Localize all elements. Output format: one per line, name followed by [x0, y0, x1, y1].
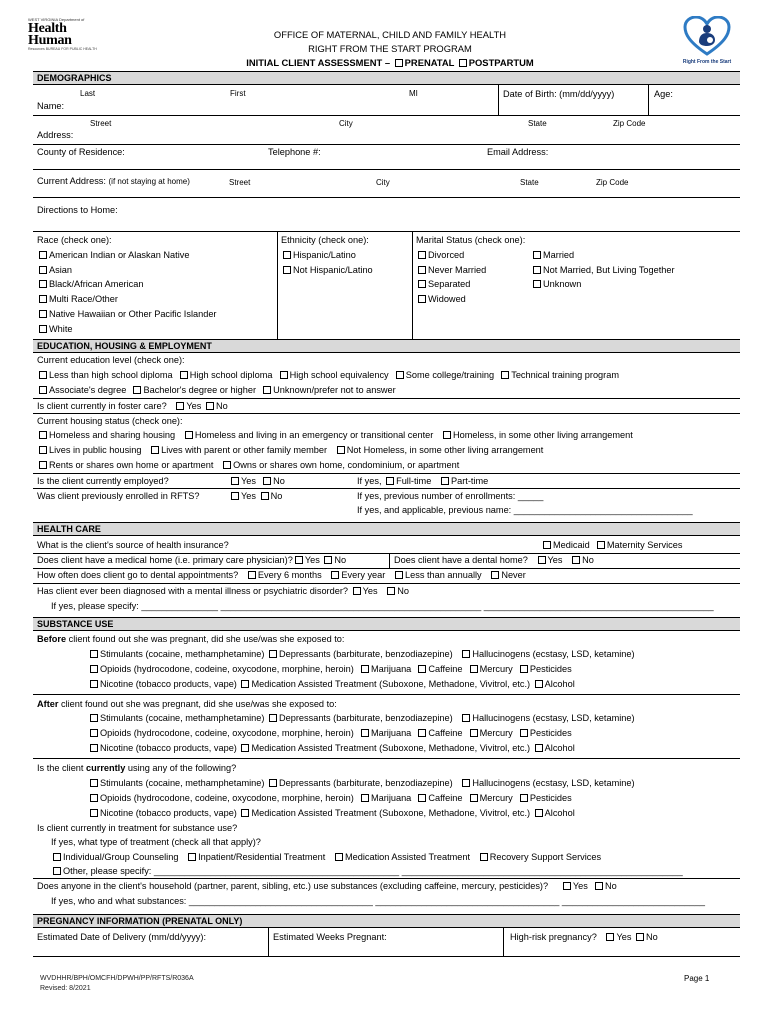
current-substance-checkbox[interactable]: [241, 809, 249, 817]
label-dob: Date of Birth: (mm/dd/yyyy): [503, 89, 615, 99]
label-employed: Is the client currently employed?: [37, 476, 169, 486]
section-demographics: DEMOGRAPHICS: [33, 71, 740, 85]
label-city: City: [339, 119, 353, 128]
part-time-checkbox[interactable]: [441, 477, 449, 485]
before-substance-checkbox[interactable]: [90, 665, 98, 673]
rfts-no-checkbox[interactable]: [261, 492, 269, 500]
label-email: Email Address:: [487, 147, 549, 157]
footer: [40, 974, 194, 994]
marital-checkbox[interactable]: [418, 251, 426, 259]
label-ethnicity: Ethnicity (check one):: [281, 235, 369, 245]
race-checkbox[interactable]: [39, 295, 47, 303]
rfts-yes-checkbox[interactable]: [231, 492, 239, 500]
before-substance-checkbox[interactable]: [241, 680, 249, 688]
race-checkbox[interactable]: [39, 325, 47, 333]
marital-checkbox[interactable]: [418, 295, 426, 303]
label-street: Street: [90, 119, 112, 128]
label-prev-enrollments: If yes, previous number of enrollments: _____: [357, 491, 544, 501]
title-line-2: RIGHT FROM THE START PROGRAM: [308, 43, 472, 54]
label-after: client found out she was pregnant, did she use/was she exposed to:: [58, 699, 337, 709]
section-education: EDUCATION, HOUSING & EMPLOYMENT: [33, 339, 740, 353]
label-medical-home: Does client have a medical home (i.e. primary care physician)?: [37, 555, 293, 565]
race-checkbox[interactable]: [39, 310, 47, 318]
label-state: State: [528, 119, 547, 128]
before-substance-checkbox[interactable]: [470, 665, 478, 673]
marital-checkbox[interactable]: [418, 266, 426, 274]
edu-checkbox[interactable]: [280, 371, 288, 379]
label-foster-care: Is client currently in foster care?: [37, 401, 167, 411]
race-checkbox[interactable]: [39, 280, 47, 288]
edu-checkbox[interactable]: [133, 386, 141, 394]
marital-checkbox[interactable]: [533, 280, 541, 288]
label-county: County of Residence:: [37, 147, 125, 157]
label-directions: Directions to Home:: [37, 205, 118, 215]
edu-checkbox[interactable]: [396, 371, 404, 379]
treatment-checkbox[interactable]: [188, 853, 196, 861]
label-last: Last: [80, 89, 96, 98]
full-time-checkbox[interactable]: [386, 477, 394, 485]
employed-yes-checkbox[interactable]: [231, 477, 239, 485]
edu-checkbox[interactable]: [39, 386, 47, 394]
after-substance-checkbox[interactable]: [462, 714, 470, 722]
logo-human: Human: [28, 32, 72, 48]
rfts-caption: Right From the Start: [682, 59, 732, 65]
logo-small-text: WEST VIRGINIA Department of: [28, 17, 85, 22]
before-substance-checkbox[interactable]: [535, 680, 543, 688]
label-education: Current education level (check one):: [37, 355, 185, 365]
title-line-1: OFFICE OF MATERNAL, CHILD AND FAMILY HEALTH: [273, 29, 507, 40]
maternity-checkbox[interactable]: [597, 541, 605, 549]
marital-checkbox[interactable]: [533, 266, 541, 274]
foster-yes-checkbox[interactable]: [176, 402, 184, 410]
label-insurance: What is the client's source of health insurance?: [37, 540, 229, 550]
current-substance-checkbox[interactable]: [361, 794, 369, 802]
rfts-logo: [676, 16, 738, 66]
title-line-3: INITIAL CLIENT ASSESSMENT – PRENATAL POSTPARTUM: [246, 57, 534, 68]
form-code: WVDHHR/BPH/OMCFH/DPWH/PP/RFTS/R036A: [40, 975, 194, 982]
housing-checkbox[interactable]: [39, 461, 47, 469]
label-dental-frequency: How often does client go to dental appointments?: [37, 570, 239, 580]
housing-checkbox[interactable]: [39, 446, 47, 454]
after-substance-checkbox[interactable]: [520, 729, 528, 737]
dental-freq-checkbox[interactable]: [331, 571, 339, 579]
after-substance-checkbox[interactable]: [90, 714, 98, 722]
employed-no-checkbox[interactable]: [263, 477, 271, 485]
current-substance-checkbox[interactable]: [470, 794, 478, 802]
treatment-checkbox[interactable]: [53, 853, 61, 861]
label-housing: Current housing status (check one):: [37, 416, 183, 426]
logo-small-text-2: Resources BUREAU FOR PUBLIC HEALTH: [28, 46, 97, 51]
highrisk-no-checkbox[interactable]: [636, 933, 644, 941]
section-health-care: HEALTH CARE: [33, 522, 740, 536]
edu-checkbox[interactable]: [180, 371, 188, 379]
label-treatment: Is client currently in treatment for substance use?: [37, 823, 238, 833]
before-substance-checkbox[interactable]: [520, 665, 528, 673]
dental-freq-checkbox[interactable]: [395, 571, 403, 579]
label-zip-2: Zip Code: [596, 178, 629, 187]
before-substance-checkbox[interactable]: [361, 665, 369, 673]
before-substance-checkbox[interactable]: [90, 680, 98, 688]
dental-yes-checkbox[interactable]: [538, 556, 546, 564]
label-name: Name:: [37, 101, 65, 111]
after-substance-checkbox[interactable]: [269, 714, 277, 722]
label-current-address: Current Address:: [37, 176, 106, 186]
wvdhhr-logo: [28, 18, 98, 64]
current-substance-checkbox[interactable]: [418, 794, 426, 802]
medicaid-checkbox[interactable]: [543, 541, 551, 549]
after-substance-checkbox[interactable]: [90, 729, 98, 737]
current-substance-checkbox[interactable]: [90, 809, 98, 817]
dental-no-checkbox[interactable]: [572, 556, 580, 564]
household-who-field[interactable]: If yes, who and what substances: ____________________________________ ____________________________________ ____________________________: [51, 896, 705, 906]
household-yes-checkbox[interactable]: [563, 882, 571, 890]
before-substance-checkbox[interactable]: [462, 650, 470, 658]
logo-health: Health: [28, 20, 67, 36]
after-substance-checkbox[interactable]: [470, 729, 478, 737]
page-number: Page 1: [684, 974, 710, 983]
after-substance-checkbox[interactable]: [361, 729, 369, 737]
ethnicity-checkbox[interactable]: [283, 266, 291, 274]
ethnicity-checkbox[interactable]: [283, 251, 291, 259]
label-before: client found out she was pregnant, did she use/was she exposed to:: [66, 634, 345, 644]
current-substance-checkbox[interactable]: [90, 779, 98, 787]
marital-checkbox[interactable]: [533, 251, 541, 259]
label-mi: MI: [409, 89, 418, 98]
current-substance-checkbox[interactable]: [520, 794, 528, 802]
label-household: Does anyone in the client's household (partner, parent, sibling, etc.) use substances (excluding caffeine, mercury, pesticides)?: [37, 881, 549, 891]
treatment-checkbox[interactable]: [480, 853, 488, 861]
heart-logo-icon: [683, 16, 731, 56]
treatment-other-checkbox[interactable]: [53, 867, 61, 875]
form-title: [180, 28, 600, 70]
medhome-yes-checkbox[interactable]: [295, 556, 303, 564]
label-weeks-pregnant: Estimated Weeks Pregnant:: [273, 932, 387, 942]
treatment-checkbox[interactable]: [335, 853, 343, 861]
label-dental-home: Does client have a dental home?: [394, 555, 528, 565]
section-substance-use: SUBSTANCE USE: [33, 617, 740, 631]
current-substance-checkbox[interactable]: [462, 779, 470, 787]
before-substance-checkbox[interactable]: [90, 650, 98, 658]
housing-checkbox[interactable]: [223, 461, 231, 469]
before-substance-checkbox[interactable]: [269, 650, 277, 658]
race-checkbox[interactable]: [39, 251, 47, 259]
treatment-other-field[interactable]: Other, please specify: ________________________________________________ _______________________________________________________: [63, 866, 683, 876]
label-edd: Estimated Date of Delivery (mm/dd/yyyy):: [37, 932, 206, 942]
label-address: Address:: [37, 130, 74, 140]
race-checkbox[interactable]: [39, 266, 47, 274]
highrisk-yes-checkbox[interactable]: [606, 933, 614, 941]
edu-checkbox[interactable]: [39, 371, 47, 379]
section-pregnancy: PREGNANCY INFORMATION (PRENATAL ONLY): [33, 914, 740, 928]
mental-specify-field[interactable]: If yes, please specify: _______________ ___________________________________________________ _____________________________________________: [51, 601, 714, 611]
label-telephone: Telephone #:: [268, 147, 321, 157]
housing-checkbox[interactable]: [185, 431, 193, 439]
after-substance-checkbox[interactable]: [535, 744, 543, 752]
housing-checkbox[interactable]: [39, 431, 47, 439]
dental-freq-checkbox[interactable]: [491, 571, 499, 579]
current-substance-checkbox[interactable]: [269, 779, 277, 787]
label-prev-name: If yes, and applicable, previous name: ___________________________________: [357, 505, 693, 515]
housing-checkbox[interactable]: [151, 446, 159, 454]
household-no-checkbox[interactable]: [595, 882, 603, 890]
current-substance-checkbox[interactable]: [535, 809, 543, 817]
medhome-no-checkbox[interactable]: [324, 556, 332, 564]
mental-no-checkbox[interactable]: [387, 587, 395, 595]
label-rfts-previous: Was client previously enrolled in RFTS?: [37, 491, 200, 501]
edu-checkbox[interactable]: [263, 386, 271, 394]
label-marital: Marital Status (check one):: [416, 235, 526, 245]
housing-checkbox[interactable]: [443, 431, 451, 439]
label-race: Race (check one):: [37, 235, 112, 245]
label-high-risk: High-risk pregnancy?: [510, 932, 597, 942]
housing-checkbox[interactable]: [337, 446, 345, 454]
prenatal-checkbox[interactable]: [395, 59, 403, 67]
label-currently: using any of the following?: [125, 763, 237, 773]
dental-freq-checkbox[interactable]: [248, 571, 256, 579]
after-substance-checkbox[interactable]: [90, 744, 98, 752]
marital-checkbox[interactable]: [418, 280, 426, 288]
after-substance-checkbox[interactable]: [241, 744, 249, 752]
current-substance-checkbox[interactable]: [90, 794, 98, 802]
after-substance-checkbox[interactable]: [418, 729, 426, 737]
before-substance-checkbox[interactable]: [418, 665, 426, 673]
label-mental-illness: Has client ever been diagnosed with a mental illness or psychiatric disorder?: [37, 586, 349, 596]
mental-yes-checkbox[interactable]: [353, 587, 361, 595]
label-state-2: State: [520, 178, 539, 187]
edu-checkbox[interactable]: [501, 371, 509, 379]
revision-date: Revised: 8/2021: [40, 985, 91, 992]
label-street-2: Street: [229, 178, 251, 187]
label-treatment-type: If yes, what type of treatment (check all that apply)?: [51, 837, 261, 847]
postpartum-checkbox[interactable]: [459, 59, 467, 67]
label-zip: Zip Code: [613, 119, 646, 128]
label-city-2: City: [376, 178, 390, 187]
foster-no-checkbox[interactable]: [206, 402, 214, 410]
label-age: Age:: [654, 89, 673, 99]
label-first: First: [230, 89, 246, 98]
